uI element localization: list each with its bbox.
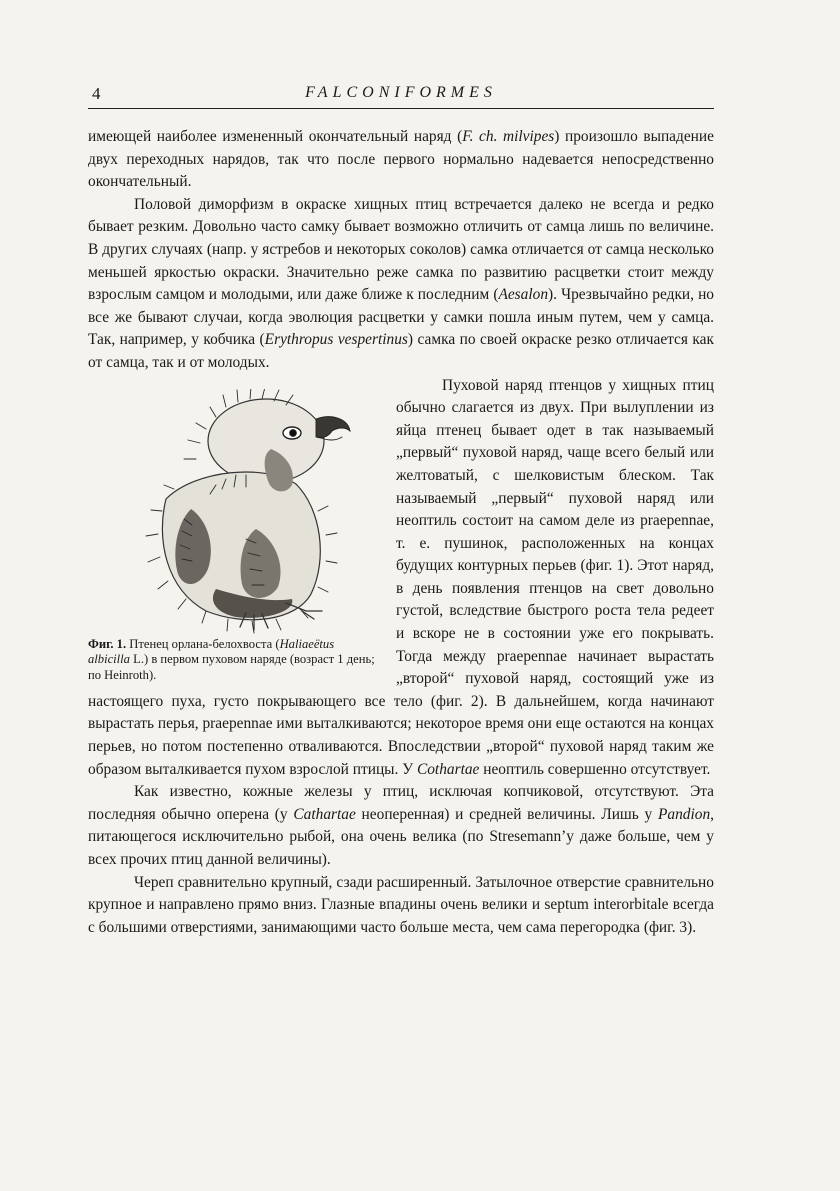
eaglet-illustration [96,389,358,637]
scientific-name: Erythropus vespertinus [264,331,408,349]
text-run: Как известно, кожные железы у птиц, исключая копчиковой, отсутствуют. Эта последняя обычно оперена (у [88,783,714,823]
scientific-name: Aesalon [498,286,549,304]
text-run: ). Чрезвычайно редки, но все же бывают случаи, когда эволюция расцветки у самки пошла иным путем, чем у самца. Так, например, у кобчика ( [88,286,714,349]
scientific-name: Pandion [658,805,711,823]
text-run: Половой диморфизм в окраске хищных птиц встречается далеко не всегда и редко бывает резким. Довольно часто самку бывает возможно отличить от самца лишь по величине. В других случаях (напр. у ястребов и некоторых соколов) самка отличается от самца несколько меньшей яркостью окраски. Значительно реже самка по развитию расцветки стоит между взрослым самцом и молодыми, или даже ближе к последним ( [88,195,714,304]
scientific-name: Haliaeëtus albicilla [88,636,335,667]
paragraph-1 [88,126,714,194]
body-text [88,126,714,939]
page-header [88,84,714,109]
scientific-name: Cothartae [416,760,480,778]
paragraph-5 [88,872,714,940]
page-number: 4 [92,84,101,103]
scientific-name: Cathartae [293,805,356,823]
scientific-name: F. ch. milvipes [462,128,555,145]
paragraph-4 [88,781,714,871]
paragraph-2 [88,194,714,375]
text-run: неоперенная) и средней величины. Лишь у [355,805,658,823]
figure-caption [88,637,378,684]
text-run: Пуховой наряд птенцов у хищных птиц обычно слагается из двух. При вылуплении из яйца птенец бывает одет в так называемый „первый“ пуховой наряд, чаще всего белый или желтоватый, с шелковистым блеском. Так называемый „первый“ пуховой наряд или неоптиль состоит на самом деле из praepennae, т. е. пушинок, расположенных на концах будущих контурных перьев (фиг. 1). Этот наряд, в день появления птенцов на свет довольно густой, вследствие быстрого роста тела редеет и вскоре не в состоянии уже его покрывать. Тогда между praepennae начинает вырастать „второй“ пуховой наряд, состоящий уже из настоящего пуха, густо покрывающего все тело (фиг. 2). В дальнейшем, когда начинают вырастать перья, praepennae ими выталкиваются; некоторое время они еще остаются на концах перьев, но потом постепенно отваливаются. Впоследствии „второй“ пуховой наряд таким же образом выталкивается пухом взрослой птицы. У [88,376,714,778]
text-run: имеющей наиболее измененный окончательный наряд ( [88,128,463,145]
caption-label: Фиг. 1. [88,636,127,651]
text-run: неоптиль совершенно отсутствует. [479,760,711,778]
running-title: FALCONIFORMES [305,84,497,101]
text-run: ) самка по своей окраске резко отличается как от самца, так и от молодых. [88,331,714,371]
figure-1 [88,375,378,684]
text-run: Птенец орлана-белохвоста ( [126,636,280,651]
text-run: Череп сравнительно крупный, сзади расширенный. Затылочное отверстие сравнительно крупное и направлено прямо вниз. Глазные впадины очень велики и septum interorbitale всегда с большими отверстиями, занимающими часто больше места, чем сама перегородка (фиг. 3). [88,873,714,936]
text-run: L.) в первом пуховом наряде (возраст 1 день; по Heinroth). [88,652,375,682]
text-run: ) произошло выпадение двух переходных нарядов, так что после первого нормально надевается непосредственно окончательный. [88,128,714,191]
text-run: , питающегося исключительно рыбой, она очень велика (по Stresemann’у даже больше, чем у всех прочих птиц данной величины). [88,805,715,868]
